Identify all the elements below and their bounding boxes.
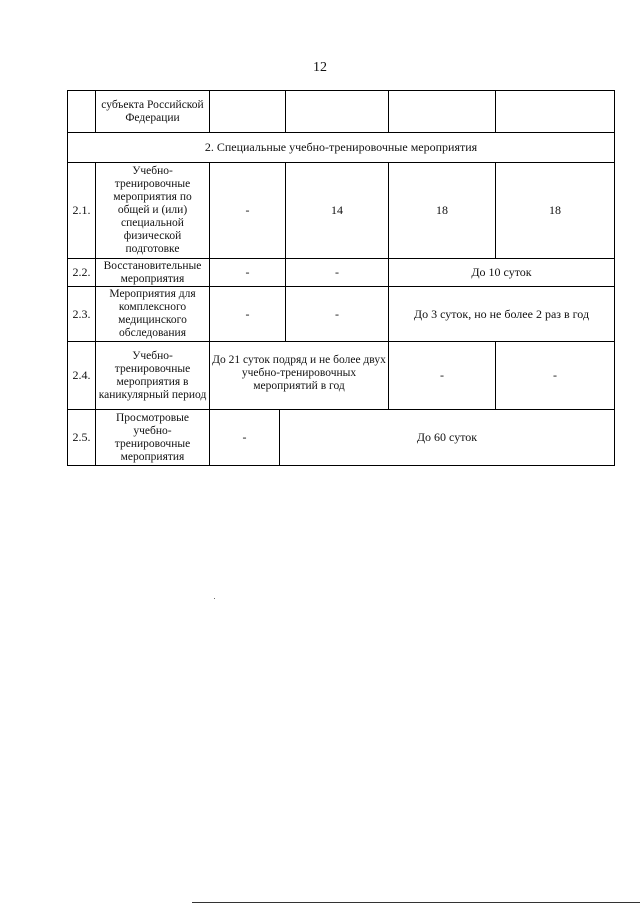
row-number: 2.1. (68, 163, 96, 259)
value-cell (496, 91, 615, 133)
value-cell: - (389, 342, 496, 410)
value-cell: 18 (496, 163, 615, 259)
value-cell (210, 91, 286, 133)
table-row (68, 163, 615, 259)
event-name-cell: субъекта Российской Федерации (96, 91, 210, 133)
page-number: 12 (313, 60, 327, 75)
value-cell: - (210, 163, 286, 259)
value-cell: - (286, 287, 389, 342)
table-row (68, 259, 615, 287)
row-number: 2.2. (68, 259, 96, 287)
table-row (68, 342, 615, 410)
merged-value-cell: До 21 суток подряд и не более двух учебно-тренировочных мероприятий в год (210, 342, 389, 410)
value-cell: - (210, 287, 286, 342)
scan-artifact (214, 598, 215, 599)
row-number: 2.3. (68, 287, 96, 342)
event-name-cell: Учебно-тренировочные мероприятия в каникулярный период (96, 342, 210, 410)
value-cell: - (210, 259, 286, 287)
table-row (68, 287, 615, 342)
value-cell: 14 (286, 163, 389, 259)
section-title: 2. Специальные учебно-тренировочные мероприятия (68, 133, 615, 163)
event-name-cell: Мероприятия для комплексного медицинского обследования (96, 287, 210, 342)
event-name-cell: Восстановительные мероприятия (96, 259, 210, 287)
section-header-row (68, 133, 615, 163)
value-cell: 18 (389, 163, 496, 259)
event-name-cell: Учебно-тренировочные мероприятия по общей и (или) специальной физической подготовке (96, 163, 210, 259)
merged-value-cell: До 3 суток, но не более 2 раз в год (389, 287, 615, 342)
event-name-cell: Просмотровые учебно-тренировочные мероприятия (96, 410, 210, 466)
merged-value-cell: До 10 суток (389, 259, 615, 287)
value-cell: - (286, 259, 389, 287)
value-cell: - (210, 410, 280, 466)
value-cell (389, 91, 496, 133)
value-cell: - (496, 342, 615, 410)
merged-value-cell: До 60 суток (280, 410, 615, 466)
number-cell (68, 91, 96, 133)
table-row (68, 410, 615, 466)
table-row (68, 91, 615, 133)
training-events-table (67, 90, 615, 466)
row-number: 2.5. (68, 410, 96, 466)
value-cell (286, 91, 389, 133)
scan-edge-line (192, 902, 640, 903)
row-number: 2.4. (68, 342, 96, 410)
